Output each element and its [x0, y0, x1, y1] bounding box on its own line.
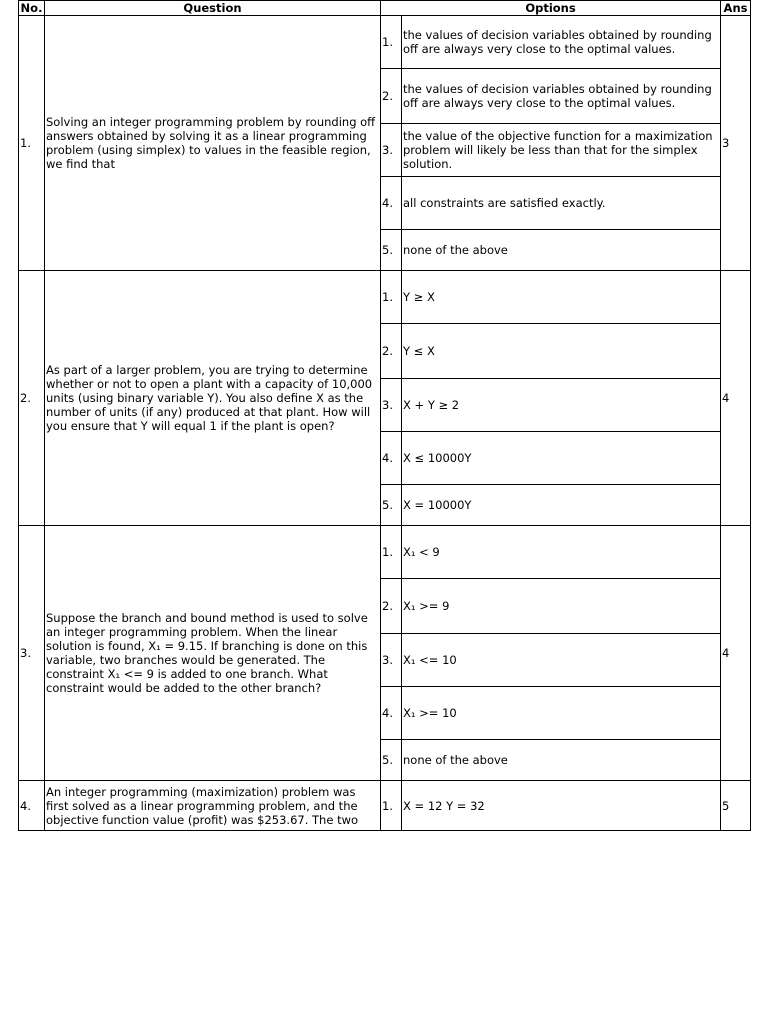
option-number: 2. [381, 69, 402, 124]
question-text: Suppose the branch and bound method is used to solve an integer programming problem. When the linear solution is found, X₁ = 9.15. If branching is done on this variable, two branches would be generated. The constraint X₁ <= 9 is added to one branch. What constraint would be added to the other branch? [45, 526, 381, 781]
option-number: 4. [381, 432, 402, 485]
option-number: 4. [381, 177, 402, 230]
header-row [19, 1, 751, 16]
quiz-table [18, 0, 751, 831]
option-number: 5. [381, 230, 402, 271]
question-text: Solving an integer programming problem by rounding off answers obtained by solving it as a linear programming problem (using simplex) to values in the feasible region, we find that [45, 16, 381, 271]
header-options: Options [381, 1, 721, 16]
option-number: 5. [381, 485, 402, 526]
question-number: 3. [19, 526, 45, 781]
header-no: No. [19, 1, 45, 16]
option-text: X₁ <= 10 [402, 634, 721, 687]
option-text: Y ≥ X [402, 271, 721, 324]
option-text: X + Y ≥ 2 [402, 379, 721, 432]
option-number: 3. [381, 379, 402, 432]
option-text: X = 10000Y [402, 485, 721, 526]
option-number: 1. [381, 526, 402, 579]
table-row [19, 271, 751, 324]
option-text: none of the above [402, 740, 721, 781]
header-question: Question [45, 1, 381, 16]
table-row [19, 781, 751, 831]
option-text: none of the above [402, 230, 721, 271]
option-text: all constraints are satisfied exactly. [402, 177, 721, 230]
option-number: 2. [381, 579, 402, 634]
option-number: 5. [381, 740, 402, 781]
option-text: X₁ >= 10 [402, 687, 721, 740]
question-number: 1. [19, 16, 45, 271]
option-text: the values of decision variables obtained by rounding off are always very close to the optimal values. [402, 16, 721, 69]
table-row [19, 16, 751, 69]
option-number: 1. [381, 781, 402, 831]
question-number: 4. [19, 781, 45, 831]
answer-cell: 4 [721, 526, 751, 781]
answer-cell: 5 [721, 781, 751, 831]
question-number: 2. [19, 271, 45, 526]
table-row [19, 526, 751, 579]
option-text: X₁ >= 9 [402, 579, 721, 634]
answer-cell: 4 [721, 271, 751, 526]
option-number: 1. [381, 271, 402, 324]
question-text: As part of a larger problem, you are trying to determine whether or not to open a plant with a capacity of 10,000 units (using binary variable Y). You also define X as the number of units (if any) produced at that plant. How will you ensure that Y will equal 1 if the plant is open? [45, 271, 381, 526]
option-text: the values of decision variables obtained by rounding off are always very close to the optimal values. [402, 69, 721, 124]
answer-cell: 3 [721, 16, 751, 271]
option-number: 4. [381, 687, 402, 740]
option-number: 2. [381, 324, 402, 379]
option-number: 3. [381, 634, 402, 687]
option-text: the value of the objective function for a maximization problem will likely be less than that for the simplex solution. [402, 124, 721, 177]
option-number: 3. [381, 124, 402, 177]
question-text: An integer programming (maximization) problem was first solved as a linear programming problem, and the objective function value (profit) was $253.67. The two [45, 781, 381, 831]
option-text: X₁ < 9 [402, 526, 721, 579]
option-text: Y ≤ X [402, 324, 721, 379]
option-text: X ≤ 10000Y [402, 432, 721, 485]
option-number: 1. [381, 16, 402, 69]
option-text: X = 12 Y = 32 [402, 781, 721, 831]
header-answer: Ans [721, 1, 751, 16]
